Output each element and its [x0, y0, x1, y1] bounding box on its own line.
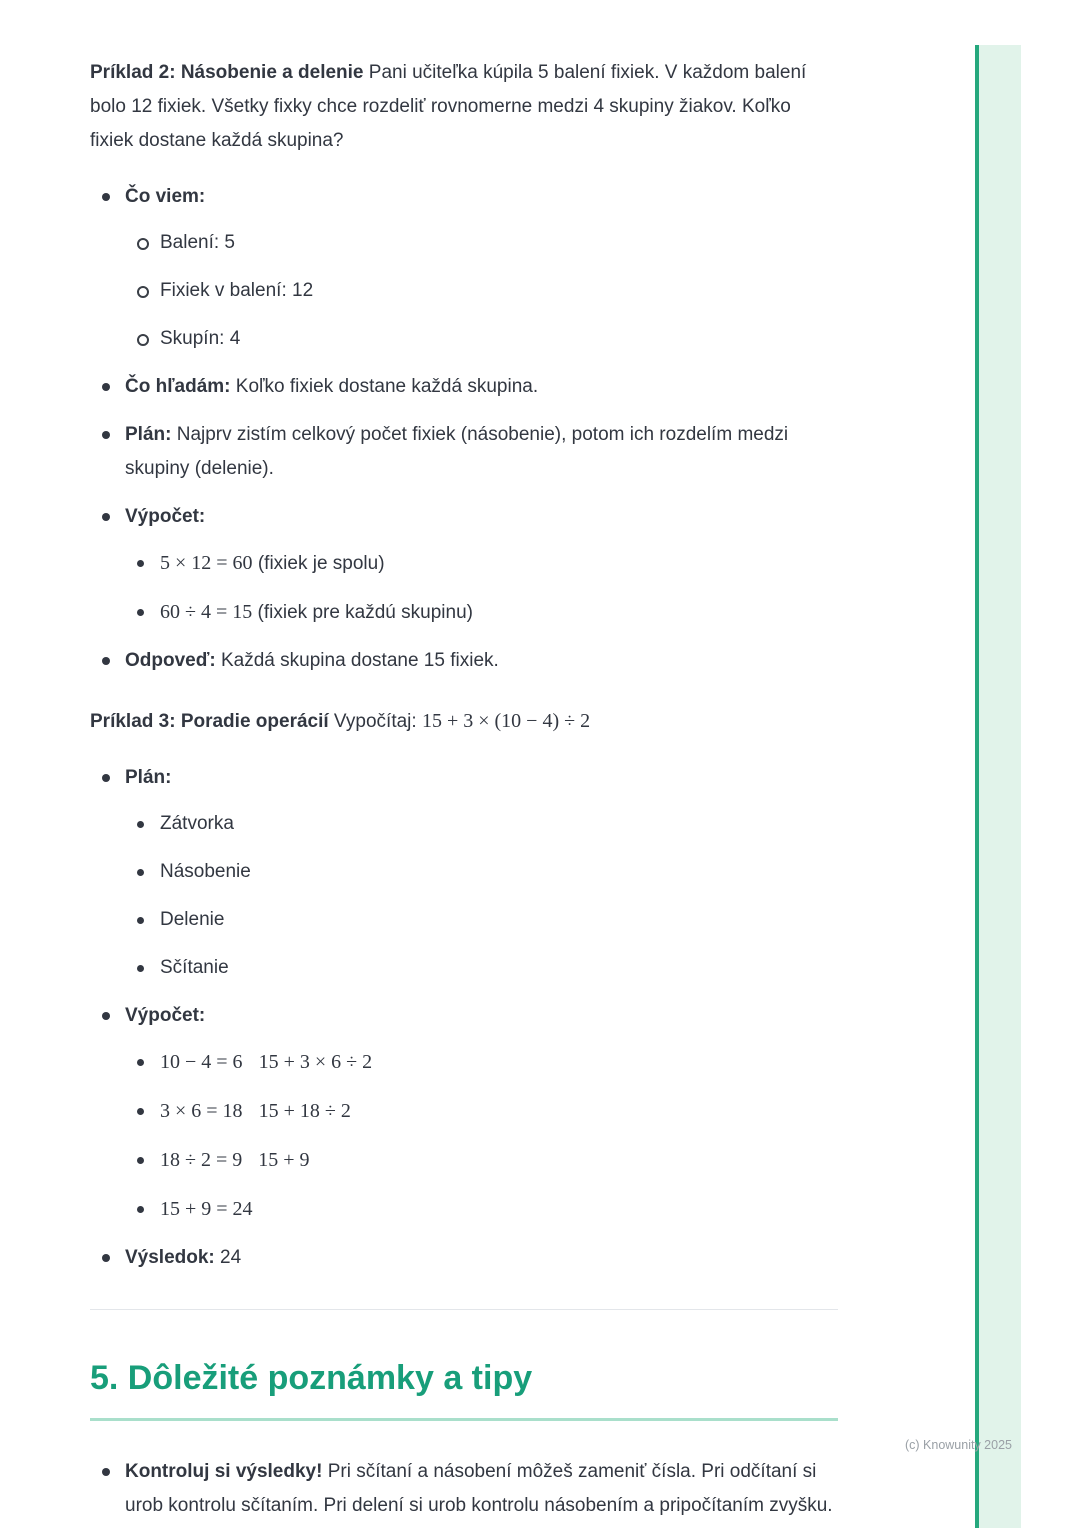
calc-sub-item	[125, 595, 838, 630]
math-note: (fixiek pre každú skupinu)	[252, 602, 473, 623]
know-sub-item	[125, 274, 838, 308]
list-item-know	[90, 180, 838, 356]
item-label: Plán:	[125, 767, 172, 788]
example3-list	[90, 761, 838, 1275]
item-text: Pri sčítaní a násobení môžeš zameniť čísla. Pri odčítaní si urob kontrolu sčítaním. Pri delení si urob kontrolu násobením a pripočítaním zvyšku.	[125, 1461, 833, 1516]
calc-sub-item	[125, 546, 838, 581]
plan-sub-item	[125, 807, 838, 841]
item-label: Výpočet:	[125, 1005, 206, 1026]
item-label: Plán:	[125, 424, 172, 445]
list-item-result	[90, 1241, 838, 1275]
math-expression: 15 + 9	[258, 1149, 310, 1171]
math-expression: 15 + 18 ÷ 2	[258, 1100, 351, 1122]
item-text: Každá skupina dostane 15 fixiek.	[215, 650, 499, 671]
calc-sublist	[125, 546, 838, 630]
math-expression: 3 × 6 = 18	[160, 1100, 243, 1122]
item-text: Skupín: 4	[160, 328, 241, 349]
list-item-answer	[90, 644, 838, 678]
item-label: Kontroluj si výsledky!	[125, 1461, 323, 1482]
example3-intro-text: Vypočítaj:	[328, 711, 422, 732]
item-label: Výpočet:	[125, 506, 206, 527]
math-expression: 18 ÷ 2 = 9	[160, 1149, 243, 1171]
section-divider	[90, 1309, 838, 1310]
tips-list	[90, 1455, 838, 1523]
math-expression: 15 + 3 × (10 − 4) ÷ 2	[421, 710, 591, 732]
list-item-plan	[90, 761, 838, 985]
item-label: Čo hľadám:	[125, 376, 231, 397]
math-note: (fixiek je spolu)	[252, 553, 385, 574]
plan-sublist	[125, 807, 838, 985]
item-label: Výsledok:	[125, 1247, 215, 1268]
list-item-seek	[90, 370, 838, 404]
plan-sub-item	[125, 903, 838, 937]
plan-sub-item	[125, 855, 838, 889]
list-item-plan	[90, 418, 838, 486]
example2-title: Príklad 2: Násobenie a delenie	[90, 62, 364, 83]
math-expression: 15 + 9 = 24	[160, 1198, 253, 1220]
item-label: Odpoveď:	[125, 650, 216, 671]
item-text: Fixiek v balení: 12	[160, 280, 314, 301]
know-sub-item	[125, 226, 838, 260]
item-text: Najprv zistím celkový počet fixiek (násobenie), potom ich rozdelím medzi skupiny (delenie).	[125, 424, 789, 479]
calc-sub-item	[125, 1192, 838, 1227]
item-label: Čo viem:	[125, 186, 206, 207]
list-item-calc	[90, 999, 838, 1227]
document-content	[90, 56, 838, 1528]
section5-heading: 5. Dôležité poznámky a tipy	[90, 1356, 838, 1421]
copyright-notice: (c) Knowunity 2025	[904, 1438, 1012, 1452]
know-sublist	[125, 226, 838, 356]
math-expression: 60 ÷ 4 = 15	[160, 601, 253, 623]
example2-intro-text: Pani učiteľka kúpila 5 balení fixiek. V každom balení bolo 12 fixiek. Všetky fixky chce rozdeliť rovnomerne medzi 4 skupiny žiakov. Koľko fixiek dostane každá skupina?	[90, 62, 807, 151]
math-expression: 10 − 4 = 6	[160, 1051, 243, 1073]
calc-sublist	[125, 1045, 838, 1227]
item-text: Delenie	[160, 909, 225, 930]
example3-title: Príklad 3: Poradie operácií	[90, 711, 329, 732]
example3-intro-paragraph	[90, 704, 838, 739]
math-expression: 5 × 12 = 60	[160, 552, 253, 574]
list-item-calc	[90, 500, 838, 630]
calc-sub-item	[125, 1094, 838, 1129]
item-text: Zátvorka	[160, 813, 234, 834]
item-text: Sčítanie	[160, 957, 229, 978]
item-text: Násobenie	[160, 861, 251, 882]
item-text: 24	[214, 1247, 242, 1268]
list-item-tip	[90, 1455, 838, 1523]
math-expression: 15 + 3 × 6 ÷ 2	[258, 1051, 373, 1073]
plan-sub-item	[125, 951, 838, 985]
calc-sub-item	[125, 1045, 838, 1080]
right-accent-stripe	[975, 45, 1021, 1528]
item-text: Balení: 5	[160, 232, 235, 253]
calc-sub-item	[125, 1143, 838, 1178]
example2-intro-paragraph	[90, 56, 838, 158]
know-sub-item	[125, 322, 838, 356]
example2-list	[90, 180, 838, 678]
item-text: Koľko fixiek dostane každá skupina.	[230, 376, 539, 397]
